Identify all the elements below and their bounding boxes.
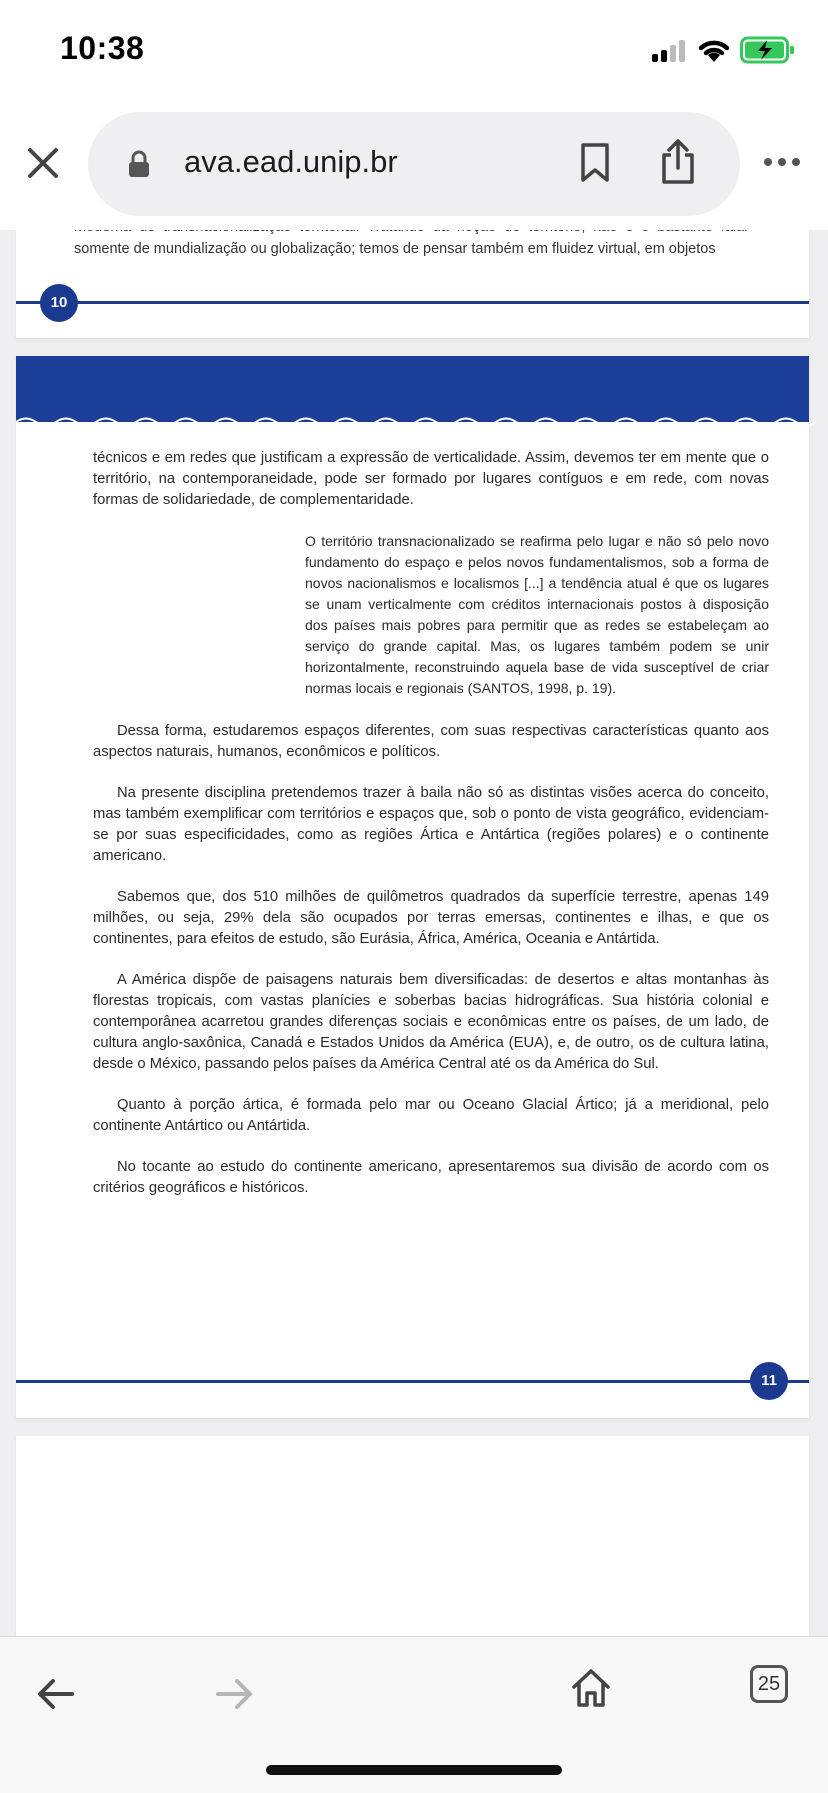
- page-footer-rule: [16, 1380, 809, 1383]
- browser-url-bar: [0, 100, 828, 230]
- tabs-count: 25: [757, 1673, 781, 1695]
- document-page-11: [16, 356, 809, 1418]
- tabs-button[interactable]: [750, 1665, 788, 1703]
- paragraph: Dessa forma, estudaremos espaços diferentes, com suas respectivas características quanto aos aspectos naturais, humanos, econômicos e políticos.: [93, 723, 769, 760]
- forward-arrow-icon[interactable]: [214, 1677, 254, 1711]
- browser-toolbar: [0, 1636, 828, 1793]
- address-field[interactable]: [88, 112, 740, 216]
- lock-icon: [128, 150, 150, 178]
- wifi-icon: [697, 36, 731, 64]
- page-number-badge: 10: [40, 284, 78, 322]
- paragraph: Quanto à porção ártica, é formada pelo mar ou Oceano Glacial Ártico; já a meridional, pelo continente Antártico ou Antártida.: [93, 1097, 769, 1134]
- page-number-badge: 11: [750, 1362, 788, 1400]
- cellular-signal-icon: [652, 40, 688, 62]
- home-icon[interactable]: [570, 1667, 612, 1709]
- status-time: 10:38: [60, 30, 145, 66]
- paragraph: técnicos e em redes que justificam a expressão de verticalidade. Assim, devemos ter em mente que o território, na contemporaneidade, pode ser formado por lugares contíguos e em rede, com novas formas de solidariedade, de complementaridade.: [93, 450, 769, 508]
- page-11-body: [93, 448, 769, 1219]
- home-indicator[interactable]: [266, 1765, 562, 1775]
- page-10-text: somente de mundialização ou globalização; temos de pensar também em fluidez virtual, em objetos: [74, 241, 716, 257]
- status-bar: [0, 0, 828, 100]
- more-options-icon[interactable]: [764, 156, 804, 168]
- header-wave-decoration: [16, 412, 809, 432]
- document-page-12: [16, 1436, 809, 1636]
- page-footer-rule: [16, 301, 809, 304]
- battery-charging-icon: [740, 36, 796, 64]
- block-quote: O território transnacionalizado se reafirma pelo lugar e não só pelo novo fundamento do espaço e pelos novos fundamentalismos, sob a forma de novos nacionalismos e localismos [...] a tendência atual é que os lugares se unam verticalmente com créditos internacionais postos à disposição dos países mais pobres para permitir que as redes se estabeleçam ao serviço do grande capital. Mas, os lugares também podem se unir horizontalmente, reconstruindo aquela base de vida susceptível de criar normas locais e regionais (SANTOS, 1998, p. 19).: [305, 533, 769, 696]
- paragraph: A América dispõe de paisagens naturais bem diversificadas: de desertos e altas montanhas às florestas tropicais, com vastas planícies e soberbas bacias hidrográficas. Sua história colonial e contemporânea acarretou grandes diferenças sociais e econômicas entre os países, de um lado, de cultura anglo-saxônica, Canadá e Estados Unidos da América (EUA), e, de outro, os de cultura latina, desde o México, passando pelos países da América Central até os da América do Sul.: [93, 972, 769, 1072]
- url-text: ava.ead.unip.br: [184, 144, 398, 179]
- back-arrow-icon[interactable]: [36, 1677, 76, 1711]
- bookmark-icon[interactable]: [578, 142, 612, 184]
- paragraph: No tocante ao estudo do continente americano, apresentaremos sua divisão de acordo com os critérios geográficos e históricos.: [93, 1159, 769, 1196]
- paragraph: Na presente disciplina pretendemos trazer à baila não só as distintas visões acerca do conceito, mas também exemplificar com territórios e espaços que, sob o ponto de vista geográfico, evidenciam-se por suas especificidades, como as regiões Ártica e Antártica (regiões polares) e o continente americano.: [93, 785, 769, 864]
- paragraph: Sabemos que, dos 510 milhões de quilômetros quadrados da superfície terrestre, apenas 149 milhões, ou seja, 29% dela são ocupados por terras emersas, continentes e ilhas, e que os continentes, para efeitos de estudo, são Eurásia, África, América, Oceania e Antártida.: [93, 889, 769, 947]
- close-icon[interactable]: [20, 140, 66, 186]
- share-icon[interactable]: [658, 138, 698, 186]
